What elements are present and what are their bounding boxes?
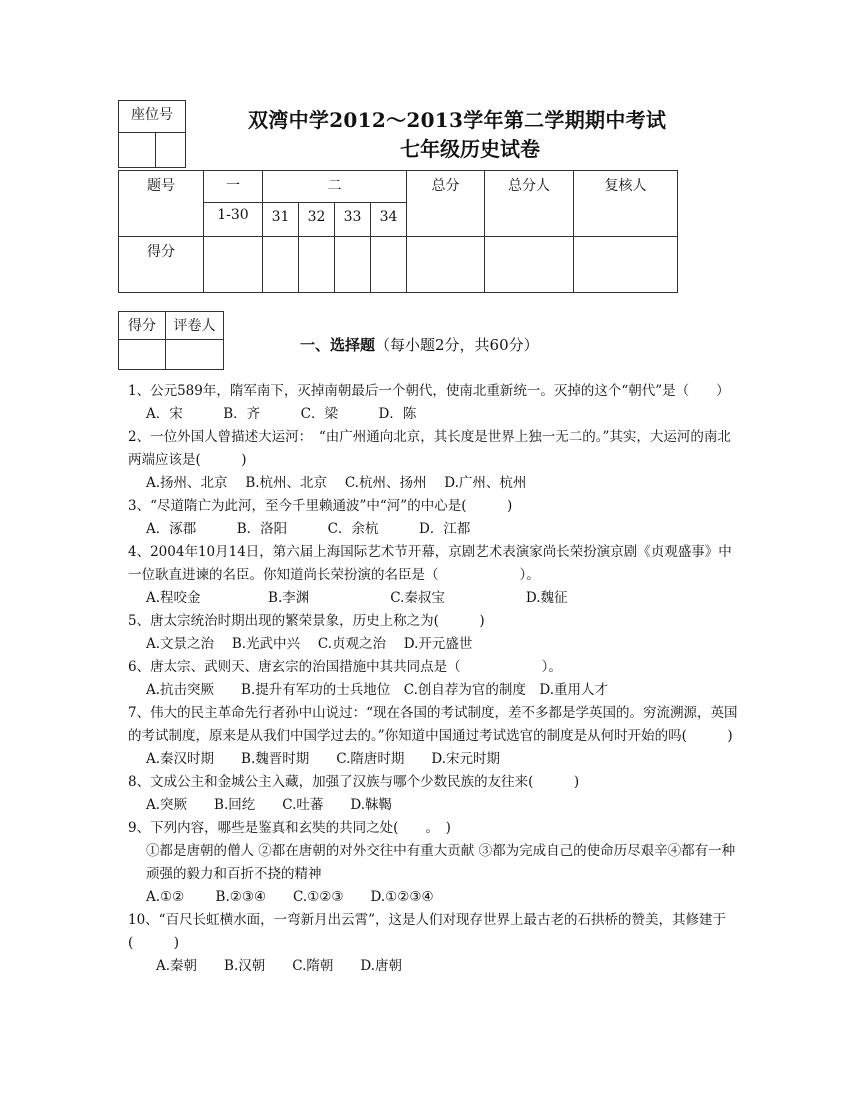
col-header-yi: 一 [204,171,263,203]
exam-subtitle: 七年级历史试卷 [400,137,540,161]
section-title-main: 一、选择题 [300,336,376,354]
section-title [300,334,539,355]
seat-number-box [118,100,186,168]
col-header-fuheren: 复核人 [574,171,678,237]
question-options: A.秦朝 B.汉朝 C.隋朝 D.唐朝 [156,958,403,974]
col-header-33: 33 [335,203,371,237]
grader-defen-cell[interactable] [119,340,166,370]
question-stem: 9、下列内容，哪些是鉴真和玄奘的共同之处( 。 ) [128,820,451,836]
question-stem: 6、唐太宗、武则天、唐玄宗的治国措施中其共同点是（ ）。 [128,659,562,675]
score-summary-table [118,170,678,293]
section-title-note: （每小题2分，共60分） [375,336,539,354]
col-header-yi-range: 1-30 [204,203,263,237]
question-options: A.突厥 B.回纥 C.吐蕃 D.靺鞨 [146,797,393,813]
question-options: A．涿郡 B．洛阳 C．余杭 D．江都 [146,521,471,537]
question-list [128,380,738,978]
question-statements: ①都是唐朝的僧人 ②都在唐朝的对外交往中有重大贡献 ③都为完成自己的使命历尽艰辛④都有一种顽强的毅力和百折不挠的精神 [146,843,736,882]
col-header-31: 31 [263,203,299,237]
score-cell-33[interactable] [335,237,371,293]
question-options: A.抗击突厥 B.提升有军功的士兵地位 C.创自荐为官的制度 D.重用人才 [146,682,609,698]
col-header-tihao: 题号 [119,171,204,237]
question-stem: 5、唐太宗统治时期出现的繁荣景象，历史上称之为( ) [128,613,485,629]
question-options: A．宋 B．齐 C．梁 D．陈 [146,406,417,422]
score-cell-yi[interactable] [204,237,263,293]
grader-pingjuanren-cell[interactable] [166,340,224,370]
exam-title: 双湾中学2012～2013学年第二学期期中考试 [248,108,667,132]
col-header-zongfen: 总分 [407,171,485,237]
col-header-zongfenren: 总分人 [485,171,574,237]
score-cell-34[interactable] [371,237,407,293]
question-stem: 3、“尽道隋亡为此河，至今千里赖通波”中“河”的中心是( ) [128,498,513,514]
grader-defen-label: 得分 [119,312,166,340]
seat-number-label: 座位号 [119,101,186,133]
question-stem: 4、2004年10月14日，第六届上海国际艺术节开幕，京剧艺术表演家尚长荣扮演京剧《贞观盛事》中一位耿直进谏的名臣。你知道尚长荣扮演的名臣是（ ）。 [128,544,732,583]
score-cell-32[interactable] [299,237,335,293]
grader-box [118,311,224,370]
question-options: A.①② B.②③④ C.①②③ D.①②③④ [146,889,434,905]
question-options: A.程咬金 B.李渊 C.秦叔宝 D.魏征 [146,590,568,606]
question-stem: 8、文成公主和金城公主入藏，加强了汉族与哪个少数民族的友往来( ) [128,774,580,790]
seat-number-cell-1[interactable] [119,133,156,168]
question-stem: 7、伟大的民主革命先行者孙中山说过：“现在各国的考试制度，差不多都是学英国的。穷流溯源，英国的考试制度，原来是从我们中国学过去的。”你知道中国通过考试选官的制度是从何时开始的吗( ) [128,705,738,744]
question-options: A.秦汉时期 B.魏晋时期 C.隋唐时期 D.宋元时期 [146,751,501,767]
question-stem: 2、一位外国人曾描述大运河： “由广州通向北京，其长度是世界上独一无二的。”其实，大运河的南北两端应该是( ) [128,429,731,468]
score-cell-31[interactable] [263,237,299,293]
col-header-er: 二 [263,171,407,203]
col-header-34: 34 [371,203,407,237]
score-cell-zongfenren[interactable] [485,237,574,293]
score-cell-fuheren[interactable] [574,237,678,293]
question-stem: 1、公元589年，隋军南下，灭掉南朝最后一个朝代，使南北重新统一。灭掉的这个“朝代”是（ ） [128,383,730,399]
row-header-defen: 得分 [119,237,204,293]
question-stem: 10、“百尺长虹横水面，一弯新月出云霄”，这是人们对现存世界上最古老的石拱桥的赞美，其修建于( ) [128,912,726,951]
question-options: A.文景之治 B.光武中兴 C.贞观之治 D.开元盛世 [146,636,473,652]
grader-pingjuanren-label: 评卷人 [166,312,224,340]
score-cell-zongfen[interactable] [407,237,485,293]
question-options: A.扬州、北京 B.杭州、北京 C.杭州、扬州 D.广州、杭州 [146,475,527,491]
col-header-32: 32 [299,203,335,237]
seat-number-cell-2[interactable] [156,133,186,168]
